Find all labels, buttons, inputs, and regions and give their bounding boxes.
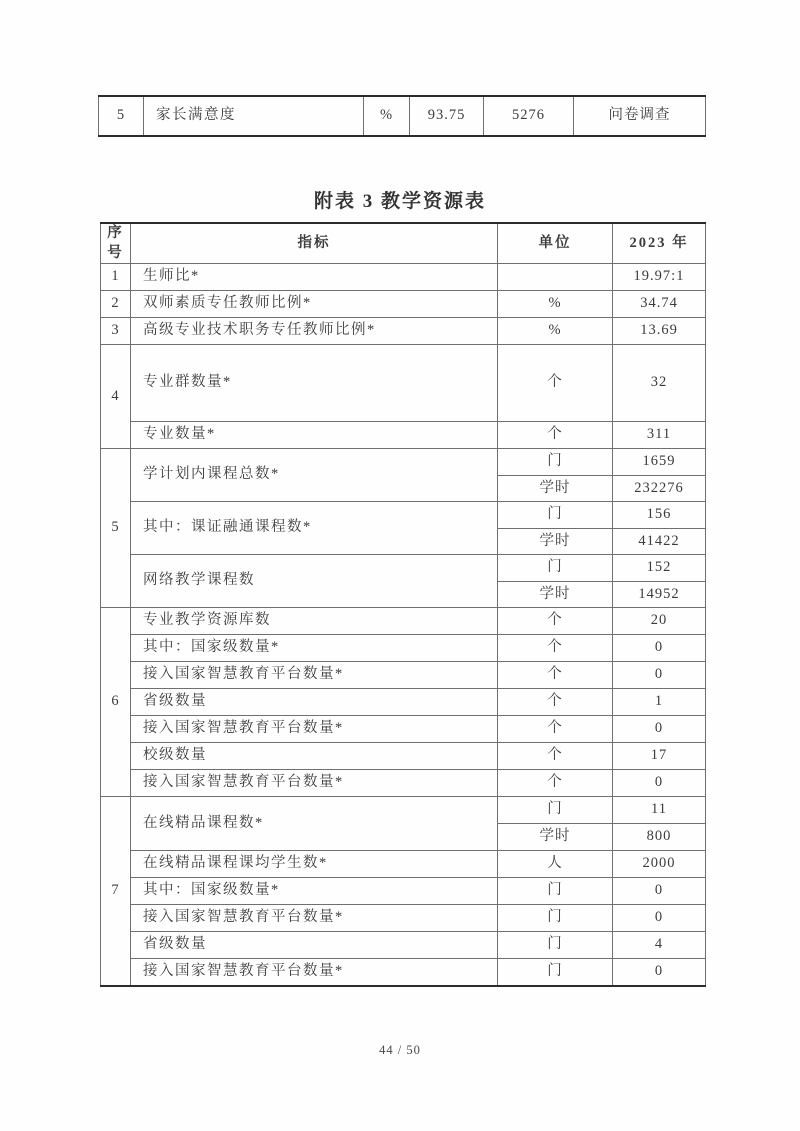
table-row	[101, 449, 706, 476]
header-unit: 单位	[498, 223, 613, 264]
cell-indicator: 高级专业技术职务专任教师比例*	[131, 318, 498, 345]
cell-value: 11	[613, 797, 706, 824]
cell-unit: 人	[498, 851, 613, 878]
table-row	[101, 291, 706, 318]
table-row	[99, 96, 706, 136]
table-row	[101, 878, 706, 905]
cell-seq: 2	[101, 291, 131, 318]
header-year: 2023 年	[613, 223, 706, 264]
cell-indicator: 网络教学课程数	[131, 555, 498, 608]
cell-unit: 个	[498, 635, 613, 662]
cell-value: 19.97:1	[613, 264, 706, 291]
header-seq: 序号	[101, 223, 131, 264]
cell-indicator: 其中：课证融通课程数*	[131, 502, 498, 555]
cell-indicator: 接入国家智慧教育平台数量*	[131, 716, 498, 743]
teaching-resource-table	[100, 222, 706, 987]
header-row	[101, 223, 706, 264]
satisfaction-table	[98, 95, 706, 137]
cell-unit: 门	[498, 959, 613, 986]
cell-unit: 门	[498, 502, 613, 529]
cell-unit: %	[498, 291, 613, 318]
cell-value: 152	[613, 555, 706, 582]
table-row	[101, 905, 706, 932]
cell-value: 32	[613, 345, 706, 422]
cell-indicator: 学计划内课程总数*	[131, 449, 498, 502]
table-row	[101, 770, 706, 797]
cell-indicator: 家长满意度	[144, 96, 364, 136]
table-row	[101, 662, 706, 689]
cell-seq: 5	[101, 449, 131, 608]
header-indicator: 指标	[131, 223, 498, 264]
cell-indicator: 接入国家智慧教育平台数量*	[131, 905, 498, 932]
cell-value: 1659	[613, 449, 706, 476]
cell-unit: 学时	[498, 475, 613, 502]
cell-seq: 7	[101, 797, 131, 986]
cell-unit: 个	[498, 743, 613, 770]
cell-samples: 5276	[484, 96, 574, 136]
cell-indicator: 接入国家智慧教育平台数量*	[131, 959, 498, 986]
cell-unit: 个	[498, 422, 613, 449]
cell-value: 34.74	[613, 291, 706, 318]
cell-unit: 学时	[498, 528, 613, 555]
cell-method: 问卷调查	[574, 96, 706, 136]
cell-unit: 个	[498, 608, 613, 635]
cell-unit: 个	[498, 689, 613, 716]
cell-seq: 6	[101, 608, 131, 797]
cell-unit: %	[498, 318, 613, 345]
cell-indicator: 生师比*	[131, 264, 498, 291]
cell-value: 41422	[613, 528, 706, 555]
cell-indicator: 省级数量	[131, 689, 498, 716]
table-row	[101, 422, 706, 449]
cell-value: 156	[613, 502, 706, 529]
cell-value: 2000	[613, 851, 706, 878]
cell-value: 93.75	[410, 96, 484, 136]
cell-value: 4	[613, 932, 706, 959]
table-row	[101, 797, 706, 824]
cell-unit: 个	[498, 662, 613, 689]
cell-value: 14952	[613, 581, 706, 608]
table-row	[101, 743, 706, 770]
cell-indicator: 接入国家智慧教育平台数量*	[131, 770, 498, 797]
cell-unit: 个	[498, 716, 613, 743]
cell-unit: 门	[498, 878, 613, 905]
table-row	[101, 635, 706, 662]
cell-indicator: 省级数量	[131, 932, 498, 959]
table-row	[101, 689, 706, 716]
cell-seq: 1	[101, 264, 131, 291]
cell-unit: %	[364, 96, 410, 136]
table-row	[101, 851, 706, 878]
cell-unit: 学时	[498, 581, 613, 608]
cell-indicator: 双师素质专任教师比例*	[131, 291, 498, 318]
cell-seq: 4	[101, 345, 131, 449]
cell-value: 0	[613, 770, 706, 797]
table-row	[101, 555, 706, 582]
table-row	[101, 264, 706, 291]
cell-value: 17	[613, 743, 706, 770]
table-row	[101, 608, 706, 635]
table-row	[101, 318, 706, 345]
cell-unit: 门	[498, 932, 613, 959]
cell-value: 0	[613, 905, 706, 932]
cell-indicator: 接入国家智慧教育平台数量*	[131, 662, 498, 689]
cell-unit: 个	[498, 345, 613, 422]
table-row	[101, 932, 706, 959]
table-row	[101, 345, 706, 422]
cell-value: 20	[613, 608, 706, 635]
cell-value: 13.69	[613, 318, 706, 345]
table-title: 附表 3 教学资源表	[313, 191, 486, 212]
table-row	[101, 959, 706, 986]
cell-indicator: 专业群数量*	[131, 345, 498, 422]
table-row	[101, 716, 706, 743]
cell-indicator: 校级数量	[131, 743, 498, 770]
cell-value: 311	[613, 422, 706, 449]
cell-value: 1	[613, 689, 706, 716]
cell-unit: 门	[498, 555, 613, 582]
cell-seq: 5	[99, 96, 144, 136]
cell-indicator: 其中：国家级数量*	[131, 878, 498, 905]
cell-value: 0	[613, 635, 706, 662]
cell-value: 0	[613, 662, 706, 689]
cell-unit: 门	[498, 449, 613, 476]
cell-indicator: 在线精品课程数*	[131, 797, 498, 851]
cell-value: 232276	[613, 475, 706, 502]
page-number: 44 / 50	[379, 1043, 421, 1057]
cell-indicator: 专业数量*	[131, 422, 498, 449]
cell-indicator: 在线精品课程课均学生数*	[131, 851, 498, 878]
cell-unit: 门	[498, 797, 613, 824]
table-row	[101, 502, 706, 529]
cell-value: 0	[613, 878, 706, 905]
cell-indicator: 专业教学资源库数	[131, 608, 498, 635]
cell-value: 0	[613, 716, 706, 743]
cell-value: 0	[613, 959, 706, 986]
cell-unit: 学时	[498, 824, 613, 851]
cell-value: 800	[613, 824, 706, 851]
cell-unit: 门	[498, 905, 613, 932]
cell-unit: 个	[498, 770, 613, 797]
cell-unit	[498, 264, 613, 291]
cell-seq: 3	[101, 318, 131, 345]
cell-indicator: 其中：国家级数量*	[131, 635, 498, 662]
